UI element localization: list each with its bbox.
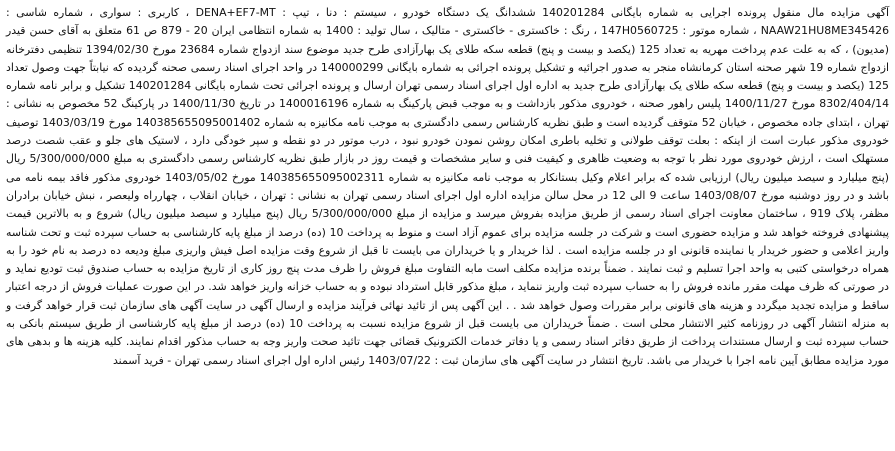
auction-notice-text: آگهی مزایده مال منقول پرونده اجرایی به شماره بایگانی 140201284 ششدانگ یک دستگاه خودرو ، سیستم : دنا ، تیپ : DENA+EF7-MT ، کاربری : سواری ، شماره شاسی : NAAW21HU8ME345426 ، شماره موتور : 147H0560725 ، رنگ : خاکستری - خاکستری - متالیک ، سال تولید : 1400 به شماره انتظامی ایران 20 - 879 ص 61 متعلق به آقای حسن قیدر (مدیون) ، که به علت عدم پرداخت مهریه به تعداد 125 (یکصد و بیست و پنج) قطعه سکه طلای یک بهارآزادی طرح جدید موضوع سند ازدواج شماره 23684 مورخ 1394/02/30 تنظیمی دفترخانه ازدواج شماره 19 شهر صحنه استان کرمانشاه منجر به صدور اجرائیه و تشکیل پرونده اجرائی به شماره بایگانی 140000299 در واحد اجرای اسناد رسمی صحنه گردیده که نیابتاً جهت وصول تعداد 125 (یکصد و بیست و پنج) قطعه سکه طلای یک بهارآزادی طرح جدید به اداره اول اجرای اسناد رسمی تهران ارسال و پرونده اجرائی تحت شماره بایگانی 140201284 تشکیل و برابر نامه شماره 8302/404/14 مورخ 1400/11/27 پلیس راهور صحنه ، خودروی مذکور بازداشت و به موجب قبض پارکینگ به شماره 1400016196 در تاریخ 1400/11/30 در پارکینگ 52 مخصوص به نشانی : تهران ، ابتدای جاده مخصوص ، خیابان 52 متوقف گردیده است و طبق نظریه کارشناس رسمی دادگستری به موجب نامه مکانیزه به شماره 140385655095001402 مورخ 1403/03/19 توصیف خودروی مذکور عبارت است از اینکه : بعلت توقف طولانی و تخلیه باطری امکان روشن نمودن خودرو نبود ، درب موتور در دو نقطه و سپر خودگی دارد ، لاستیک های جلو و عقب شصت درصد مستهلک است ، ارزش خودروی مورد نظر با توجه به وضعیت ظاهری و کیفیت فنی و سایر مشخصات و قیمت روز در بازار طبق نظریه کارشناس رسمی دادگستری به مبلغ 5/300/000/000 ریال (پنج میلیارد و سیصد میلیون ریال) ارزیابی شده که برابر اعلام وکیل بستانکار به موجب نامه مکانیزه به شماره 140385655095002311 مورخ 1403/05/02 خودروی مذکور فاقد بیمه نامه می باشد و در روز دوشنبه مورخ 1403/08/07 ساعت 9 الی 12 در محل سالن مزایده اداره اول اجرای اسناد رسمی تهران به نشانی : تهران ، خیابان انقلاب ، چهارراه ولیعصر ، نبش خیابان برادران مظفر، پلاک 919 ، ساختمان معاونت اجرای اسناد رسمی از طریق مزایده بفروش میرسد و مزایده از مبلغ 5/300/000/000 ریال (پنج میلیارد و سیصد میلیون ریال) شروع و به بالاترین قیمت پیشنهادی فروخته خواهد شد و مزایده حضوری است و شرکت در جلسه مزایده برای عموم آزاد است و منوط به پرداخت 10 (ده) درصد از مبلغ پایه کارشناسی به حساب سپرده ثبت و تحت شناسه واریز اعلامی و حضور خریدار یا نماینده قانونی او در جلسه مزایده است . لذا خریدار و یا خریداران می بایست تا قبل از شروع وقت مزایده اصل فیش واریزی مبلغ ودیعه ده درصد به نام خود را به همراه درخواستی کتبی به واحد اجرا تسلیم و ثبت نمایند . ضمناً برنده مزایده مکلف است مابه التفاوت مبلغ فروش را ظرف مدت پنج روز کاری از تاریخ مزایده به حساب صندوق ثبت تودیع نماید و در صورتی که ظرف مهلت مقرر مانده فروش را به حساب سپرده ثبت واریز ننماید ، مبلغ مذکور قابل استرداد نبوده و به حساب خزانه واریز خواهد شد. در این صورت عملیات فروش از درجه اعتبار ساقط و مزایده تجدید میگردد و هزینه های قانونی برابر مقررات وصول خواهد شد . . این آگهی پس از تائید نهائی فرآیند مزایده و ارسال آگهی در سایت آگهی های سازمان ثبت قرار خواهد گرفت و به منزله انتشار آگهی در روزنامه کثیر الانتشار محلی است . ضمناً خریداران می بایست قبل از شروع مزایده نسبت به پرداخت 10 (ده) درصد از مبلغ پایه کارشناسی از طریق سیستم بانکی به حساب سپرده ثبت و ارسال مستندات پرداخت از طریق دفاتر اسناد رسمی و یا دفاتر خدمات الکترونیک قضائی جهت تائید صحت واریز وجه به حساب مذکور اقدام نمایند. کلیه هزینه ها و بدهی های مورد مزایده مطابق آیین نامه اجرا با خریدار می باشد. تاریخ انتشار در سایت آگهی های سازمان ثبت : 1403/07/22 رئیس اداره اول اجرای اسناد رسمی تهران - فرید آسمند: [6, 6, 890, 367]
